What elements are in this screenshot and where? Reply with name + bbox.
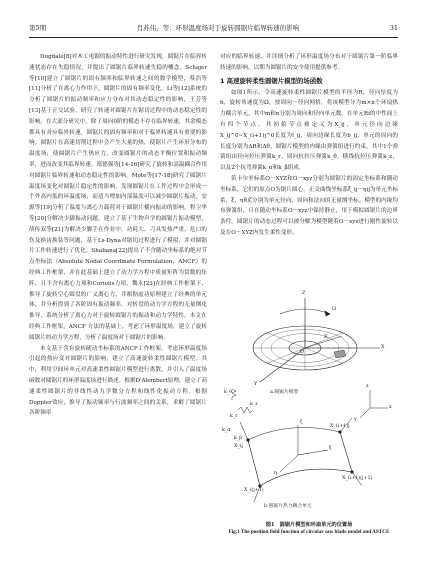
figure-label-a: a.圆锯片模型	[270, 390, 299, 395]
figure-1	[220, 290, 398, 520]
eta-axis	[280, 455, 298, 472]
left-column	[29, 52, 207, 419]
label-z: z	[366, 384, 369, 389]
node-label: X_ij	[234, 444, 243, 449]
caption-figure-number: Fig.1	[228, 529, 240, 536]
label-omega: Ω	[332, 307, 336, 312]
header-rule	[29, 37, 398, 38]
spring-label: k_r	[230, 414, 238, 419]
figure-drawing	[220, 290, 398, 520]
spring-label: k_z	[250, 402, 258, 407]
label-origin: O	[300, 350, 304, 355]
page-number: 31	[389, 24, 398, 32]
xi-axis	[298, 450, 328, 455]
label-Z: Z	[302, 291, 306, 296]
element-highlight	[334, 350, 346, 358]
label-y: y	[354, 417, 357, 422]
section-heading: 1 高速旋转柔性圆锯片模型的场函数	[220, 76, 323, 85]
label-eta: η	[274, 471, 277, 476]
y-axis	[260, 348, 305, 382]
label-x: x	[389, 405, 392, 410]
caption-english	[220, 529, 398, 536]
node-label: X_(i+1)j	[330, 424, 350, 429]
paragraph: 本文基于含有旋转随动坐标系的ANCF工作框架，考虑环形温度场引起的热应变对圆锯片的影响，建立了高速旋转柔性圆锯片模型。其中，利用空间环单元对高速柔性圆锯片模型进行离散，并引入了温度场函数对圆锯片的环形温度场进行描述。根据D'Alembert原理，建立了高速柔性圆锯片的非线性动力学微分方程和线性化振动方程。根据Doppler效应，推导了振动频率与行波频率之间的关系，求解了圆锯片各阶频率	[29, 345, 207, 417]
node-label: X_(i+1)(j+1)	[342, 476, 373, 481]
running-title: 肖苏伟，等：环形温度场对于旋转圆锯片临界转速的影响	[136, 24, 300, 32]
caption-chinese: 图1 圆锯片模型和环扇单元的位置场	[265, 522, 353, 528]
paragraph: Dugdale[8]对木工电锯的振动特性进行研究发现，圆锯片在临界转速状态存在失稳情况，并提出了圆锯片临界转速失稳的概念。Schajer等[10]建立了圆锯片的固有频率和临界转速之间的数学模型，蔡浩等[11]分析了在离心力作用下，圆锯片的固有频率变化。Li等[12]系统的分析了圆锯片的振动频率和应力分布对其动态稳定性的影响，王芳等[13]基于正交试验，研究了转速对圆锯片在锯切过程中的动态稳定性的影响。在大部分研究中，除了周向0阶的模态不存在临界转速，其余模态都具有对应临界转速，圆锯片的固有频率和对于临界转速具有重要的影响。圆锯片在高速切削过程中会产生大量的热，使锯片产生环形分布的温度场，使圆锯片产生热应力，改变圆锯片的动态平衡位置和振动频率，进而改变其临界转速。郑德强等[14-16]研究了旋转和高温耦合作用对圆锯片临界转速和动态稳定性的影响，Mote等[17-18]研究了圆锯片温度场变化对圆锯片稳定性的影响，发现圆锯片在工作过程中会形成一个外高内低的环温度场，而适当增加内部温度可以减少圆锯片振动。安源等[19]分析了温度与离心力载荷对于圆锯片横向振动的影响，程卫华等[20]分解决少脚振动问题，建立了基于生物声学的圆锯片振动模型，胡传双等[21]为解决少脚手在作业中，功耗大、刀具发热严重、危口的伤及换齿换装等问题，基于Ls-Dyna对锯切过程进行了模拟，并对圆锯片工作转速进行了优化。Shabana[22]提出了不含随动坐标系的绝对节点坐标法（Absolute Nodal Coordinate Formulation，ANCF）的经典工作框架，并在此基础上建立了动力学方程中质量矩阵为常数的矩阵，且不含有离心力项和Coriolis力项，魏永[23]在经典工作框架下，推导了旋转空心圆盘的广义离心力，并根据虚功原理建立了经典的单元体，并分析得到了各阶固有振动频率，对转盘的动力学方程的无量纲化推导，系统分析了离心力对于旋转圆锯片的振动和动力学特性。本文在经典工作框架，ANCF 方法的基础上，考虑了环形温度场，建立了旋转圆锯片的动力学方程，分析了温度场对于圆锯片的影响。	[29, 54, 207, 341]
paragraph: 笛卡尔坐标系O－XYZ和O－xyz分别为圆锯片的固定坐标系和随动坐标系，它们的原点O为锯片圆心。正交曲线坐标系ξ_ij－ηij为单元坐标系，ξ、η和ζ分别为单元径向、周向和法向的无量纲坐标。模型的内缘均布弹簧组，且在随动坐标系O－xyz中保持静止，用于模拟圆锯片的边界条件。圆锯片的动态过程可以被分解为模型随着O－xyz进行刚性旋转以及在O－XYZ内发生柔性变形。	[220, 175, 398, 236]
paragraph: 对应的临界转速，并详细分析了环形温度场分布对于圆锯片第一阶临界转速的影响，以期为圆锯片的安全使用提供参考。	[220, 54, 398, 71]
figure-caption	[220, 522, 398, 537]
label-xi: ξ	[329, 446, 332, 451]
spring-label: k_α	[222, 428, 231, 433]
label-radius: R	[324, 335, 328, 340]
caption-english-text: The position field function of circular saw blade model and ASTCE	[240, 529, 390, 536]
paragraph: 如图1所示，令高速旋转柔性圆锯片模型的半径为R，径向厚度为h，旋转角速度为Ω。按周向－径向网格，将该模型分为m×n个环扇热力耦合单元，其中m和n分别为周向和径向单元数。在单元Ri的中性面上有四个节点，其初始节点被定义为X_ij，单元径向边缘X_ij^0~X_(i+1)j^0长度为l_ij，周向边缘长度为b_ij，单元的周向的长度分别为ΔR和Δθ。圆锯片模型的内缘由弹簧组进行约束，其中1个弹簧组由径向拉压弹簧k_r、周向抗拉压弹簧k_θ，横线抗拉压弹簧k_z，以及2个抗弯弹簧k_α和k_β组成。	[220, 89, 398, 172]
spring-label: k_θ	[224, 390, 233, 395]
right-column	[220, 52, 398, 239]
element-outline	[248, 428, 352, 487]
figure-label-b: b.圆锯片热力耦合单元	[264, 504, 312, 509]
label-X: X	[381, 345, 385, 350]
spring-label: k_β	[234, 436, 243, 441]
node-label: X_i(j+1)	[244, 488, 264, 493]
label-Y: Y	[254, 382, 258, 387]
saw-blade-model	[253, 298, 380, 382]
spring	[232, 389, 236, 400]
label-zeta: ζ	[300, 420, 303, 425]
issue-number: 第5期	[29, 24, 47, 32]
running-header	[29, 22, 398, 36]
